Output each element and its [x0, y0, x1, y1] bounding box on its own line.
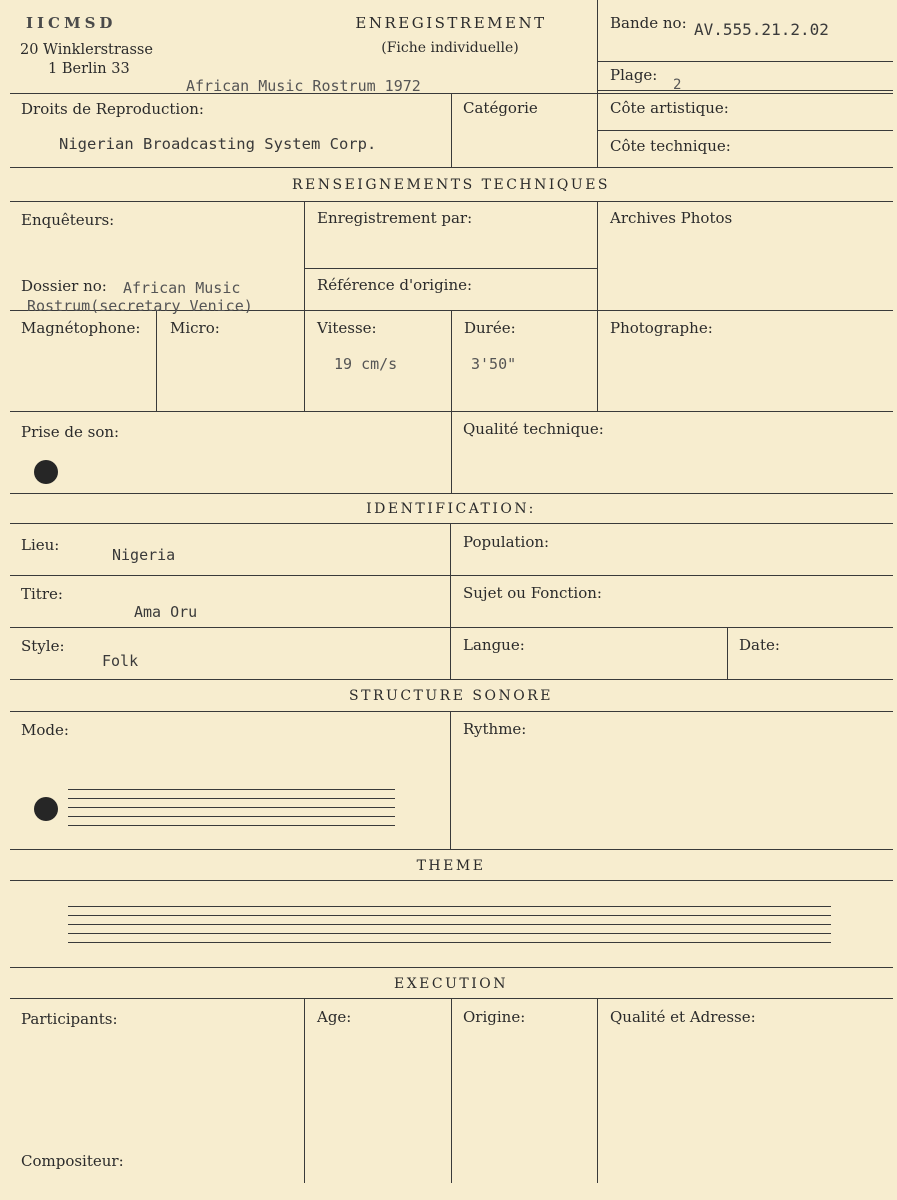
- rule: [450, 711, 451, 849]
- magnetophone-label: Magnétophone:: [21, 319, 141, 337]
- mode-label: Mode:: [21, 721, 69, 739]
- cote-artistique-label: Côte artistique:: [610, 99, 729, 117]
- plage-value: 2: [673, 77, 682, 93]
- rule: [10, 880, 893, 881]
- rule: [304, 201, 305, 411]
- plage-label: Plage:: [610, 66, 658, 84]
- date-label: Date:: [739, 636, 780, 654]
- staff-line: [68, 789, 395, 790]
- rule: [598, 61, 893, 62]
- reference-label: Référence d'origine:: [317, 276, 473, 294]
- form-subtitle: (Fiche individuelle): [381, 40, 519, 56]
- rule: [156, 310, 157, 411]
- participants-label: Participants:: [21, 1010, 118, 1028]
- prise-de-son-label: Prise de son:: [21, 423, 120, 441]
- dossier-label: Dossier no:: [21, 277, 107, 295]
- vitesse-value: 19 cm/s: [334, 355, 398, 373]
- enqueteurs-label: Enquêteurs:: [21, 211, 115, 229]
- origine-label: Origine:: [463, 1008, 526, 1026]
- dossier-value-line-1: African Music: [123, 279, 241, 297]
- rule: [597, 0, 598, 167]
- rythme-label: Rythme:: [463, 720, 527, 738]
- rule: [598, 90, 893, 91]
- rule: [451, 411, 452, 493]
- rule: [304, 268, 598, 269]
- archives-photos-label: Archives Photos: [610, 209, 733, 227]
- duree-value: 3'50": [471, 355, 517, 373]
- address-line-1: 20 Winklerstrasse: [20, 42, 153, 58]
- rule: [451, 998, 452, 1183]
- enregistrement-par-label: Enregistrement par:: [317, 209, 473, 227]
- section-title-theme: THEME: [416, 858, 486, 874]
- section-title-execution: EXECUTION: [393, 976, 509, 992]
- categorie-label: Catégorie: [463, 99, 538, 117]
- punch-hole: [34, 797, 58, 821]
- staff-line: [68, 798, 395, 799]
- photographe-label: Photographe:: [610, 319, 713, 337]
- dossier-value-line-2: Rostrum(secretary Venice): [27, 297, 253, 315]
- population-label: Population:: [463, 533, 550, 551]
- rule: [598, 130, 893, 131]
- address-line-2: 1 Berlin 33: [48, 61, 130, 77]
- staff-line: [68, 942, 831, 943]
- rule: [10, 849, 893, 850]
- rule: [10, 167, 893, 168]
- duree-label: Durée:: [464, 319, 516, 337]
- qualite-adresse-label: Qualité et Adresse:: [610, 1008, 756, 1026]
- titre-label: Titre:: [21, 585, 63, 603]
- rule: [10, 679, 893, 680]
- rule: [597, 201, 598, 411]
- staff-line: [68, 816, 395, 817]
- rule: [451, 310, 452, 411]
- style-label: Style:: [21, 637, 65, 655]
- lieu-label: Lieu:: [21, 536, 60, 554]
- style-value: Folk: [102, 652, 139, 670]
- rule: [10, 201, 893, 202]
- lieu-value: Nigeria: [112, 546, 176, 564]
- sujet-label: Sujet ou Fonction:: [463, 584, 602, 602]
- section-title-structure: STRUCTURE SONORE: [349, 688, 553, 704]
- collection-name: African Music Rostrum 1972: [186, 77, 421, 95]
- titre-value: Ama Oru: [134, 603, 198, 621]
- rule: [10, 967, 893, 968]
- bande-label: Bande no:: [610, 14, 687, 32]
- langue-label: Langue:: [463, 636, 525, 654]
- rule: [304, 998, 305, 1183]
- qualite-technique-label: Qualité technique:: [463, 420, 604, 438]
- age-label: Age:: [317, 1008, 352, 1026]
- rule: [10, 493, 893, 494]
- organization-name: IICMSD: [26, 14, 117, 32]
- staff-line: [68, 906, 831, 907]
- rule: [10, 711, 893, 712]
- rule: [10, 523, 893, 524]
- staff-line: [68, 924, 831, 925]
- rule: [451, 93, 452, 167]
- staff-line: [68, 915, 831, 916]
- micro-label: Micro:: [170, 319, 220, 337]
- rule: [727, 627, 728, 679]
- bande-value: AV.555.21.2.02: [694, 20, 829, 39]
- vitesse-label: Vitesse:: [317, 319, 377, 337]
- staff-line: [68, 807, 395, 808]
- droits-value: Nigerian Broadcasting System Corp.: [59, 135, 377, 153]
- rule: [450, 523, 451, 679]
- staff-line: [68, 933, 831, 934]
- rule: [597, 998, 598, 1183]
- form-title: ENREGISTREMENT: [355, 14, 547, 32]
- staff-line: [68, 825, 395, 826]
- punch-hole: [34, 460, 58, 484]
- cote-technique-label: Côte technique:: [610, 137, 731, 155]
- rule: [10, 627, 893, 628]
- compositeur-label: Compositeur:: [21, 1152, 124, 1170]
- section-title-techniques: RENSEIGNEMENTS TECHNIQUES: [291, 177, 611, 193]
- section-title-identification: IDENTIFICATION:: [366, 501, 536, 517]
- rule: [10, 575, 893, 576]
- droits-label: Droits de Reproduction:: [21, 100, 204, 118]
